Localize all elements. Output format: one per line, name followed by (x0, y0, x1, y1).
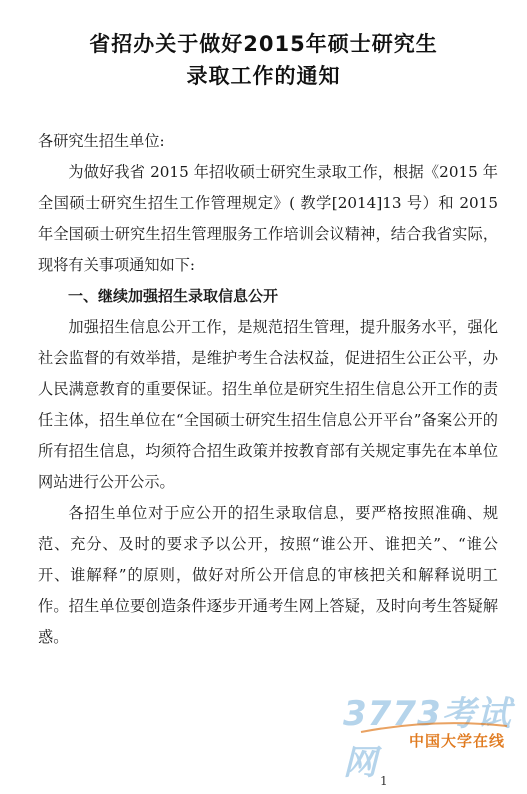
site-watermark (343, 686, 513, 783)
section-1-paragraph-1: 加强招生信息公开工作，是规范招生管理，提升服务水平，强化社会监督的有效举措，是维护考生合法权益，促进招生公正公平，办人民满意教育的重要保证。招生单位是研究生招生信息公开工作的责任主体，招生单位在“全国硕士研究生招生信息公开平台”备案公开的所有招生信息，均须符合招生政策并按教育部有关规定事先在本单位网站进行公开公示。 (38, 318, 498, 491)
document-title-line-1: 省招办关于做好2015年硕士研究生 (89, 32, 438, 56)
intro-paragraph: 为做好我省 2015 年招收硕士研究生录取工作，根据《2015 年全国硕士研究生招生工作管理规定》( 教学[2014]13 号）和 2015 年全国硕士研究生招生管理服务工作培训会议精神，结合我省实际，现将有关事项通知如下: (38, 163, 498, 274)
watermark-site-number: 3773考试网 (343, 694, 512, 783)
document-title-line-2: 录取工作的通知 (186, 64, 341, 88)
section-1-paragraph-2: 各招生单位对于应公开的招生录取信息，要严格按照准确、规范、充分、及时的要求予以公开，按照“谁公开、谁把关”、“谁公开、谁解释”的原则，做好对所公开信息的审核把关和解释说明工作。招生单位要创造条件逐步开通考生网上答疑，及时向考生答疑解惑。 (38, 504, 498, 646)
salutation: 各研究生招生单位: (38, 132, 165, 150)
section-1-heading: 一、继续加强招生录取信息公开 (68, 287, 279, 305)
document-body (38, 126, 498, 653)
watermark-site-name: 中国大学在线 (408, 732, 505, 750)
page-number: 1 (380, 774, 388, 788)
